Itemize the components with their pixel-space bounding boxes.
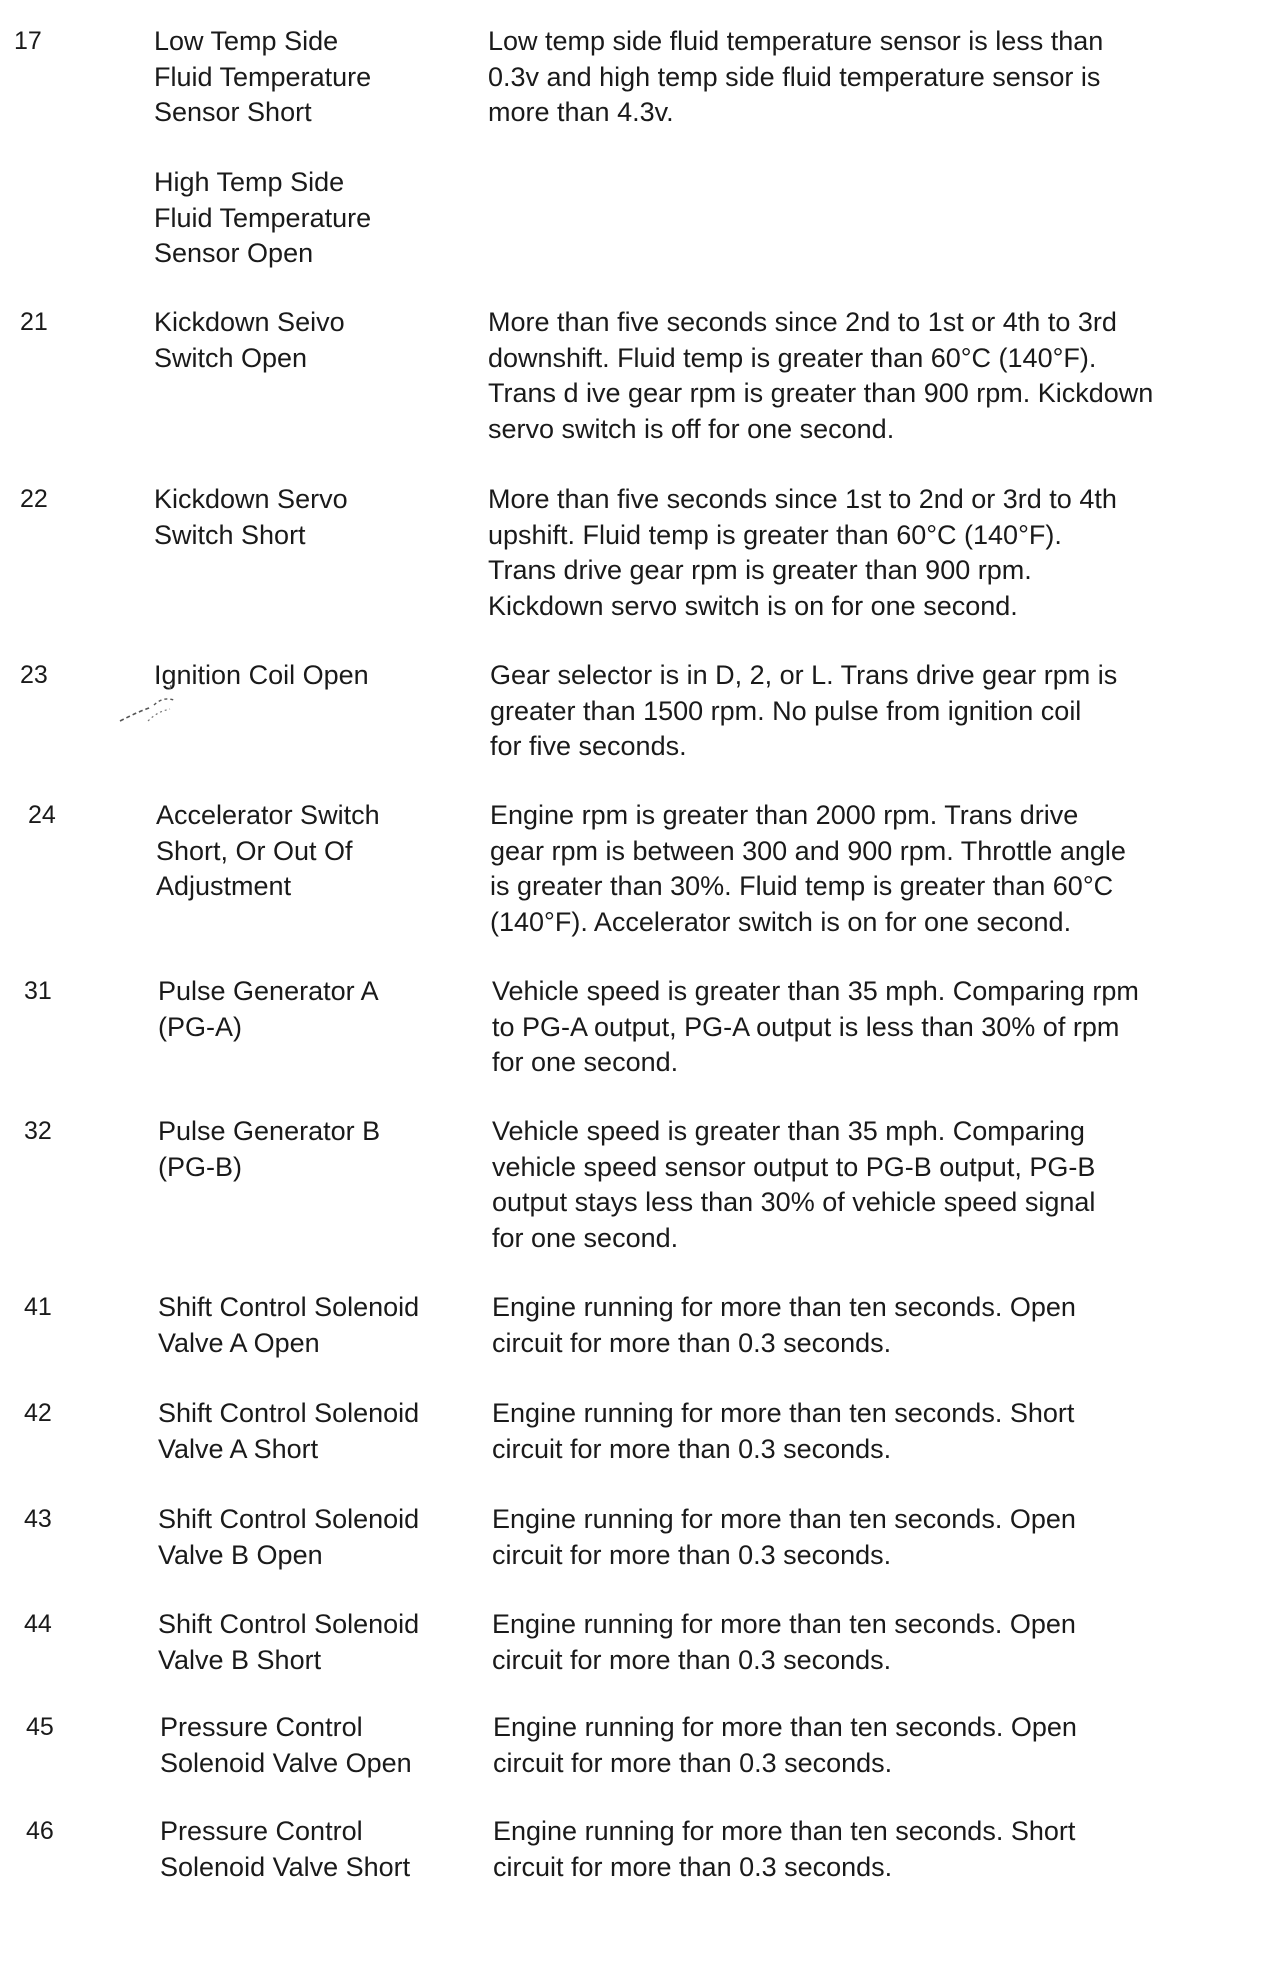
condition-description: Engine running for more than ten seconds. Open circuit for more than 0.3 seconds. bbox=[492, 1609, 1076, 1675]
trouble-code: 44 bbox=[24, 1610, 52, 1638]
condition-name: Low Temp Side Fluid Temperature Sensor Short bbox=[154, 26, 372, 127]
trouble-code: 41 bbox=[24, 1293, 52, 1321]
condition-description: Vehicle speed is greater than 35 mph. Comparing vehicle speed sensor output to PG-B output, PG-B output stays less than 30% of vehicle speed signal for one second. bbox=[492, 1116, 1096, 1253]
condition-description: Engine running for more than ten seconds. Short circuit for more than 0.3 seconds. bbox=[493, 1816, 1076, 1882]
condition-name: Pulse Generator B (PG-B) bbox=[158, 1116, 381, 1182]
condition-name: Pressure Control Solenoid Valve Short bbox=[160, 1816, 411, 1882]
condition-name: Ignition Coil Open bbox=[154, 660, 369, 690]
condition-description: Vehicle speed is greater than 35 mph. Comparing rpm to PG-A output, PG-A output is less than 30% of rpm for one second. bbox=[492, 976, 1139, 1077]
condition-name: Shift Control Solenoid Valve A Open bbox=[158, 1292, 420, 1358]
condition-description: Engine rpm is greater than 2000 rpm. Trans drive gear rpm is between 300 and 900 rpm. Throttle angle is greater than 30%. Fluid temp is greater than 60°C (140°F). Accelerator switch is on for one second. bbox=[490, 800, 1126, 937]
condition-description: Engine running for more than ten seconds. Open circuit for more than 0.3 seconds. bbox=[493, 1712, 1077, 1778]
trouble-code: 24 bbox=[28, 801, 56, 829]
condition-name: Kickdown Servo Switch Short bbox=[154, 484, 348, 550]
trouble-code: 21 bbox=[20, 308, 48, 336]
trouble-code: 31 bbox=[24, 977, 52, 1005]
condition-name: Kickdown Seivo Switch Open bbox=[154, 307, 345, 373]
condition-name-secondary: High Temp Side Fluid Temperature Sensor Open bbox=[154, 167, 372, 268]
condition-description: Gear selector is in D, 2, or L. Trans drive gear rpm is greater than 1500 rpm. No pulse from ignition coil for five seconds. bbox=[490, 660, 1118, 761]
pen-mark-decoration bbox=[110, 681, 200, 731]
trouble-code: 42 bbox=[24, 1399, 52, 1427]
condition-description: More than five seconds since 2nd to 1st or 4th to 3rd downshift. Fluid temp is greater than 60°C (140°F). Trans d ive gear rpm is greater than 900 rpm. Kickdown servo switch is off for one second. bbox=[488, 307, 1154, 444]
trouble-code: 46 bbox=[26, 1817, 54, 1845]
condition-description: More than five seconds since 1st to 2nd or 3rd to 4th upshift. Fluid temp is greater than 60°C (140°F). Trans drive gear rpm is greater than 900 rpm. Kickdown servo switch is on for one second. bbox=[488, 484, 1117, 621]
condition-name: Accelerator Switch Short, Or Out Of Adjustment bbox=[156, 800, 380, 901]
condition-name: Pulse Generator A (PG-A) bbox=[158, 976, 379, 1042]
trouble-code: 45 bbox=[26, 1713, 54, 1741]
condition-description: Engine running for more than ten seconds. Open circuit for more than 0.3 seconds. bbox=[492, 1504, 1076, 1570]
trouble-code: 17 bbox=[14, 27, 42, 55]
condition-description: Engine running for more than ten seconds. Short circuit for more than 0.3 seconds. bbox=[492, 1398, 1075, 1464]
trouble-code: 32 bbox=[24, 1117, 52, 1145]
condition-description: Low temp side fluid temperature sensor is less than 0.3v and high temp side fluid temperature sensor is more than 4.3v. bbox=[488, 26, 1104, 127]
trouble-code: 22 bbox=[20, 485, 48, 513]
trouble-code: 43 bbox=[24, 1505, 52, 1533]
condition-name: Shift Control Solenoid Valve A Short bbox=[158, 1398, 420, 1464]
condition-name: Shift Control Solenoid Valve B Open bbox=[158, 1504, 420, 1570]
condition-description: Engine running for more than ten seconds. Open circuit for more than 0.3 seconds. bbox=[492, 1292, 1076, 1358]
trouble-code: 23 bbox=[20, 661, 48, 689]
condition-name: Shift Control Solenoid Valve B Short bbox=[158, 1609, 420, 1675]
condition-name: Pressure Control Solenoid Valve Open bbox=[160, 1712, 412, 1778]
